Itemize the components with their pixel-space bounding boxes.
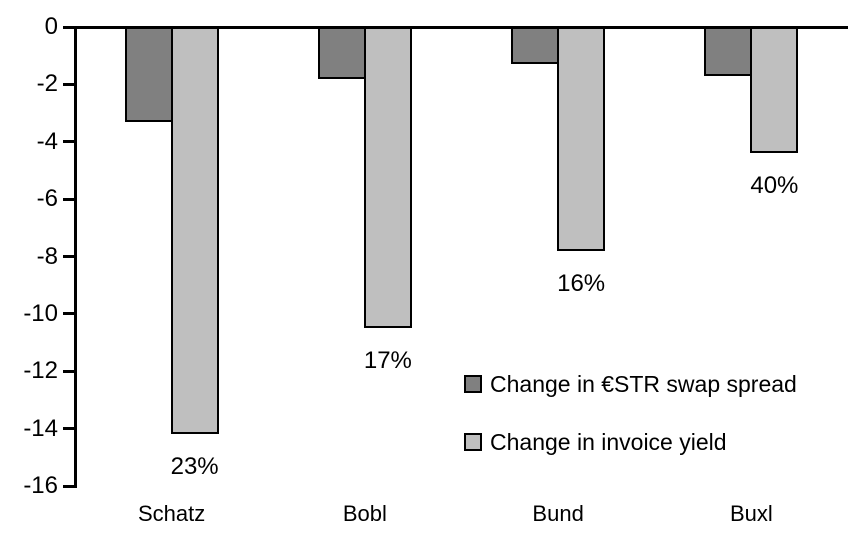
y-tick-mark [63,312,74,315]
y-tick-mark [63,140,74,143]
x-tick-label-bund: Bund [532,501,584,526]
y-tick-label: -8 [36,242,58,270]
x-tick-label-bobl: Bobl [342,501,387,526]
y-tick-label: -14 [23,414,58,442]
legend-swatch-icon [464,375,482,393]
y-tick-label: -10 [23,299,58,327]
legend-label: Change in €STR swap spread [490,371,797,397]
bar-schatz-series1 [171,27,219,434]
y-tick-label: 0 [44,13,58,40]
y-tick-mark [63,370,74,373]
legend-item [464,429,727,455]
bar-bobl-series0 [318,27,366,79]
data-label: 16% [557,269,606,297]
legend-label: Change in invoice yield [490,429,727,455]
bar-buxl-series0 [704,27,752,76]
y-tick-label: -6 [36,185,58,213]
y-tick-mark [63,83,74,86]
y-tick-mark [63,26,74,29]
y-tick-mark [63,198,74,201]
y-tick-label: -4 [36,127,58,155]
x-tick-label-schatz: Schatz [137,501,206,526]
bar-bobl-series1 [364,27,412,328]
y-tick-mark [63,485,74,488]
y-tick-label: -2 [36,70,58,98]
data-label: 23% [170,453,219,481]
y-tick-mark [63,427,74,430]
legend-item [464,371,797,397]
legend-swatch-icon [464,433,482,451]
x-tick-label-buxl: Buxl [729,501,773,526]
bar-bund-series0 [511,27,559,64]
bar-bund-series1 [557,27,605,251]
y-axis-line [74,26,77,488]
data-label: 17% [363,347,412,375]
y-tick-label: -12 [23,357,58,385]
y-tick-mark [63,255,74,258]
y-tick-label: -16 [23,472,58,499]
data-label: 40% [750,172,799,200]
bar-buxl-series1 [750,27,798,153]
bar-schatz-series0 [125,27,173,122]
